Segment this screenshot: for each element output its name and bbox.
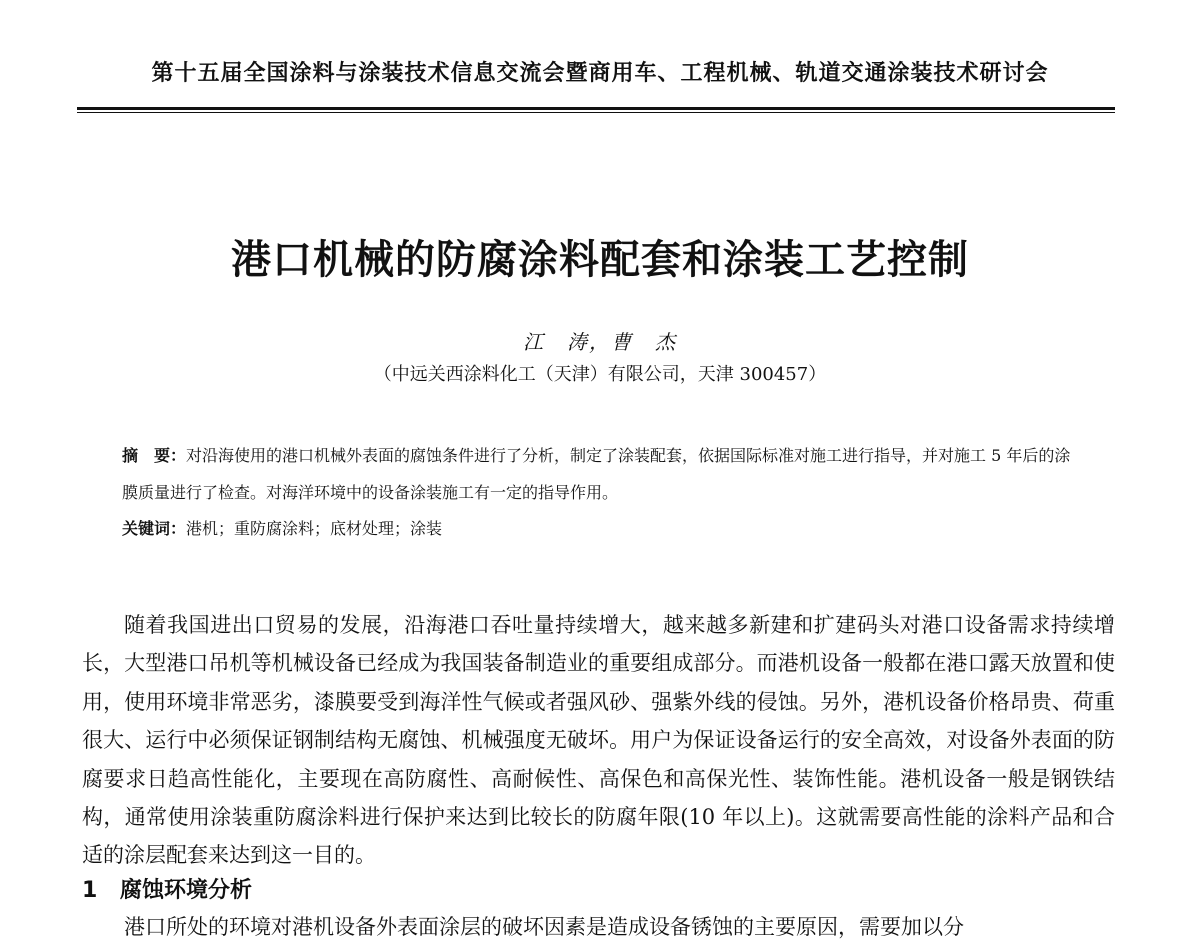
abstract-text: 对沿海使用的港口机械外表面的腐蚀条件进行了分析，制定了涂装配套，依据国际标准对施工进行指导，并对施工 5 年后的涂膜质量进行了检查。对海洋环境中的设备涂装施工有一定的指导作用。 bbox=[122, 446, 1071, 502]
keywords bbox=[122, 514, 1082, 544]
intro-paragraph: 随着我国进出口贸易的发展，沿海港口吞吐量持续增大，越来越多新建和扩建码头对港口设备需求持续增长，大型港口吊机等机械设备已经成为我国装备制造业的重要组成部分。而港机设备一般都在港口露天放置和使用，使用环境非常恶劣，漆膜要受到海洋性气候或者强风砂、强紫外线的侵蚀。另外，港机设备价格昂贵、荷重很大、运行中必须保证钢制结构无腐蚀、机械强度无破坏。用户为保证设备运行的安全高效，对设备外表面的防腐要求日趋高性能化，主要现在高防腐性、高耐候性、高保色和高保光性、装饰性能。港机设备一般是钢铁结构，通常使用涂装重防腐涂料进行保护来达到比较长的防腐年限(10 年以上)。这就需要高性能的涂料产品和合适的涂层配套来达到这一目的。 bbox=[82, 613, 1115, 868]
keywords-text: 港机；重防腐涂料；底材处理；涂装 bbox=[186, 519, 443, 538]
abstract bbox=[122, 437, 1082, 511]
authors: 江 涛，曹 杰 bbox=[523, 330, 677, 354]
header-rule-thin bbox=[77, 112, 1115, 113]
header-rule-thick bbox=[77, 107, 1115, 110]
section-1-paragraph: 港口所处的环境对港机设备外表面涂层的破坏因素是造成设备锈蚀的主要原因，需要加以分 bbox=[124, 915, 964, 939]
paper-title: 港口机械的防腐涂料配套和涂装工艺控制 bbox=[231, 237, 969, 283]
keywords-label: 关键词： bbox=[122, 519, 187, 538]
section-title: 腐蚀环境分析 bbox=[120, 878, 253, 903]
section-number: 1 bbox=[82, 878, 98, 903]
section-1-heading bbox=[82, 873, 982, 904]
abstract-label: 摘 要： bbox=[122, 446, 187, 465]
running-header: 第十五届全国涂料与涂装技术信息交流会暨商用车、工程机械、轨道交通涂装技术研讨会 bbox=[151, 60, 1049, 86]
affiliation: （中远关西涂料化工（天津）有限公司，天津 300457） bbox=[373, 364, 827, 385]
